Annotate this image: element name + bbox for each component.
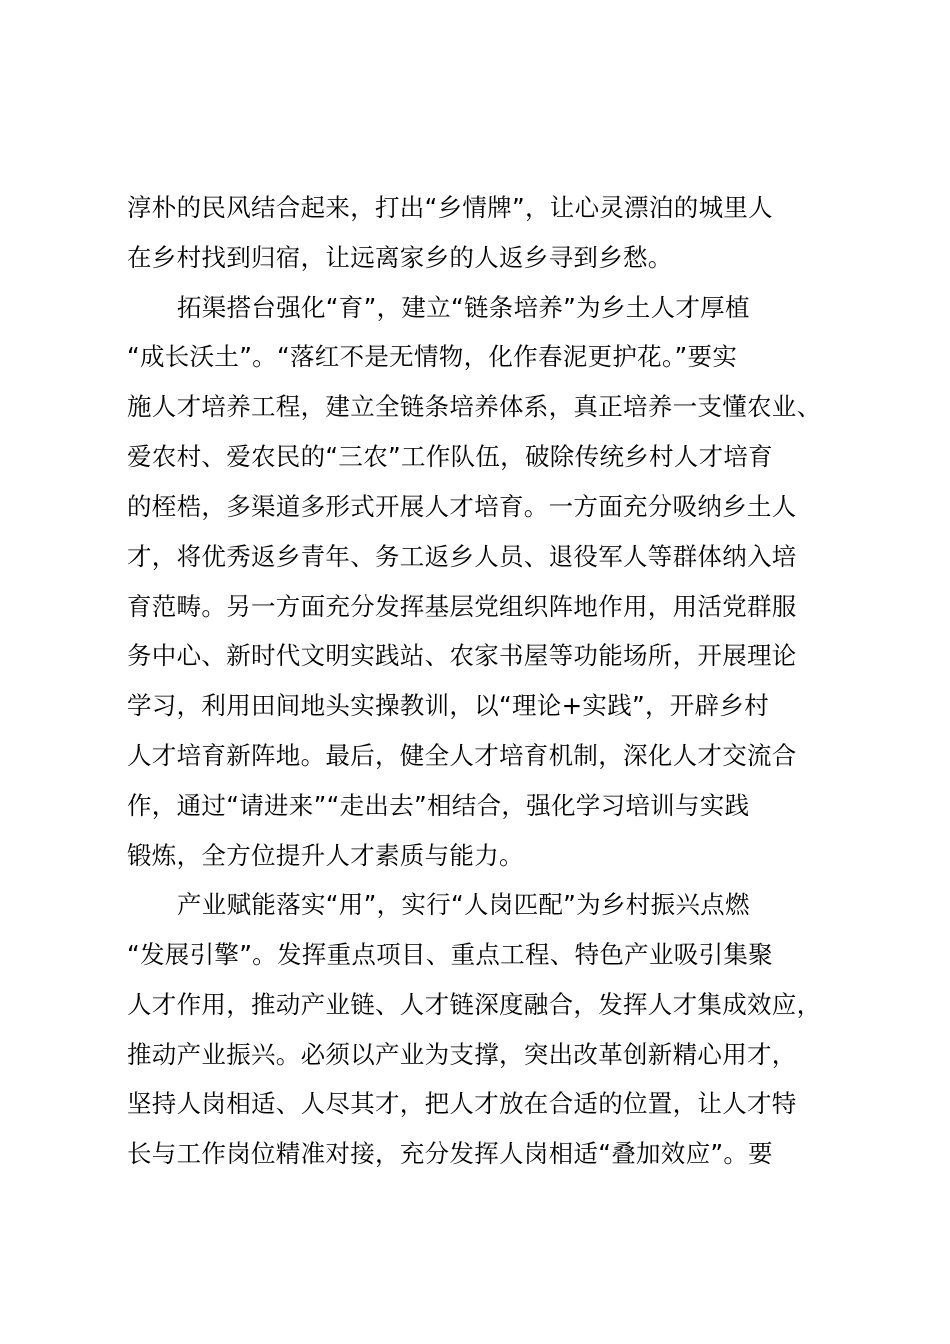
text-line: 在乡村找到归宿，让远离家乡的人返乡寻到乡愁。 [127, 243, 673, 272]
text-line: 学习，利用田间地头实操教训，以“理论+实践”，开辟乡村 [127, 691, 770, 720]
text-line: 作，通过“请进来”“走出去”相结合，强化学习培训与实践 [127, 791, 750, 820]
text-line: 坚持人岗相适、人尽其才，把人才放在合适的位置，让人才特 [127, 1089, 797, 1118]
text-line: 爱农村、爱农民的“三农”工作队伍，破除传统乡村人才培育 [127, 442, 773, 471]
paragraph-first-line: 产业赋能落实“用”，实行“人岗匹配”为乡村振兴点燃 [177, 890, 750, 919]
text-line: 锻炼，全方位提升人才素质与能力。 [127, 841, 524, 870]
text-line: 的桎梏，多渠道多形式开展人才培育。一方面充分吸纳乡土人 [127, 492, 797, 521]
text-line: 人才培育新阵地。最后，健全人才培育机制，深化人才交流合 [127, 741, 797, 770]
text-line: “发展引擎”。发挥重点项目、重点工程、特色产业吸引集聚 [127, 940, 773, 969]
text-line: 育范畴。另一方面充分发挥基层党组织阵地作用，用活党群服 [127, 592, 797, 621]
text-line: 务中心、新时代文明实践站、农家书屋等功能场所，开展理论 [127, 641, 797, 670]
text-line: 人才作用，推动产业链、人才链深度融合，发挥人才集成效应， [127, 990, 822, 1019]
paragraph-first-line: 拓渠搭台强化“育”，建立“链条培养”为乡土人才厚植 [177, 293, 750, 322]
text-line: 长与工作岗位精准对接，充分发挥人岗相适“叠加效应”。要 [127, 1139, 773, 1168]
text-line: 淳朴的民风结合起来，打出“乡情牌”，让心灵漂泊的城里人 [127, 193, 773, 222]
text-line: “成长沃土”。“落红不是无情物，化作春泥更护花。”要实 [127, 342, 738, 371]
text-line: 推动产业振兴。必须以产业为支撑，突出改革创新精心用才， [127, 1040, 797, 1069]
text-line: 才，将优秀返乡青年、务工返乡人员、退役军人等群体纳入培 [127, 542, 797, 571]
text-line: 施人才培养工程，建立全链条培养体系，真正培养一支懂农业、 [127, 392, 822, 421]
